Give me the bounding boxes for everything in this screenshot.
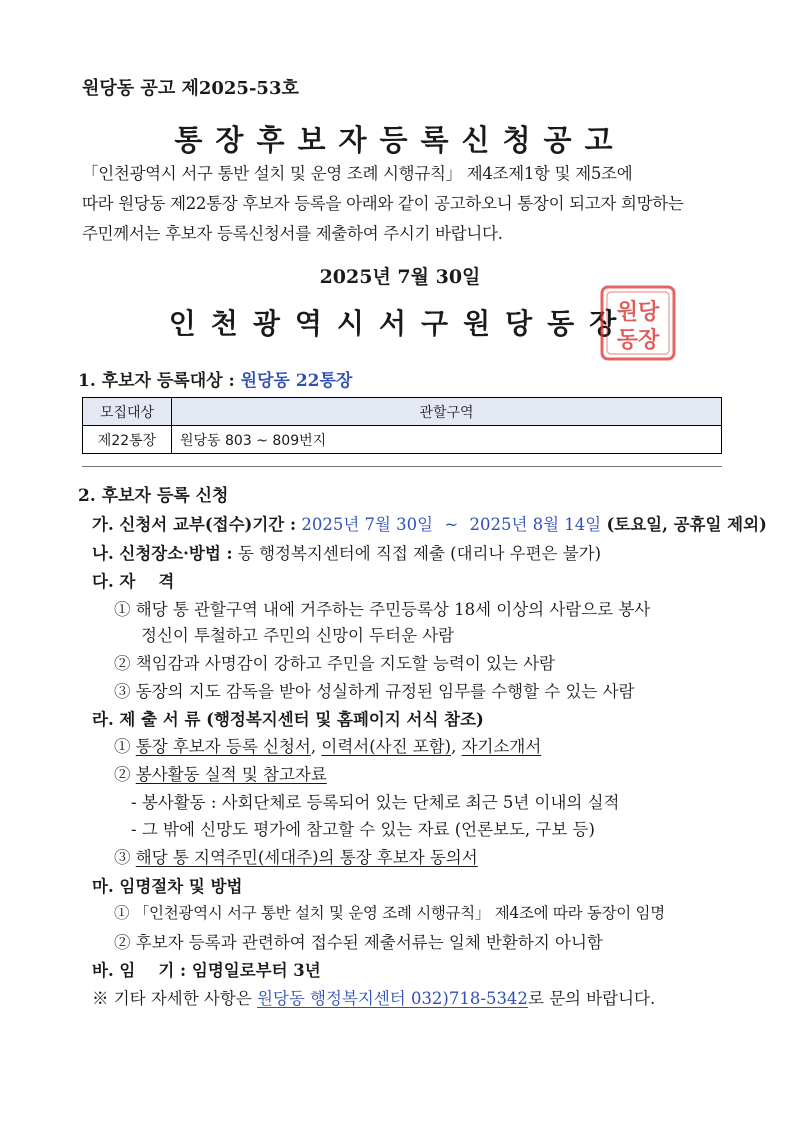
item-ba-text: 임명일로부터 3년 (191, 961, 321, 980)
item-ga (92, 511, 767, 535)
section-2-heading: 2. 후보자 등록 신청 (78, 486, 229, 506)
appointment-1 (114, 901, 665, 923)
appointment-1-text: 「인천광역시 서구 통반 설치 및 운영 조례 시행규칙」 제4조에 따라 동장이 임명 (133, 904, 665, 922)
doc-self-introduction: 자기소개서 (461, 737, 542, 756)
doc-application-form: 통장 후보자 등록 신청서 (135, 737, 311, 756)
qualification-2-num: ② (114, 654, 131, 673)
appointment-2-text: 후보자 등록과 관련하여 접수된 제출서류는 일체 반환하지 아니함 (135, 933, 603, 952)
item-da-label: 다. 자 격 (92, 572, 175, 591)
item-ma-label: 마. 임명절차 및 방법 (92, 877, 243, 896)
appointment-2 (114, 929, 603, 953)
table-cell-area: 원당동 803 ~ 809번지 (172, 426, 722, 454)
svg-text:동장: 동장 (616, 327, 660, 353)
doc-resident-consent: 해당 통 지역주민(세대주)의 통장 후보자 동의서 (135, 848, 478, 867)
doc-separator: , (451, 737, 457, 756)
table-cell-target: 제22통장 (83, 426, 172, 454)
doc-volunteer-record: 봉사활동 실적 및 참고자료 (135, 765, 327, 784)
item-ba (92, 957, 321, 981)
svg-text:원당: 원당 (616, 299, 660, 325)
qualification-1-cont: 정신이 투철하고 주민의 신망이 두터운 사람 (141, 626, 455, 645)
period-note: (토요일, 공휴일 제외) (606, 515, 767, 534)
required-doc-2-num: ② (114, 765, 131, 784)
item-na-label: 나. 신청장소·방법 : (92, 544, 233, 563)
qualification-1-text: 해당 통 관할구역 내에 거주하는 주민등록상 18세 이상의 사람으로 봉사 (135, 600, 651, 619)
contact-suffix: 로 문의 바랍니다. (527, 989, 656, 1008)
official-seal-stamp (598, 283, 678, 363)
contact-note (92, 985, 655, 1009)
qualification-1 (114, 596, 650, 620)
table-row (83, 426, 722, 454)
table-header-row (83, 398, 722, 426)
issuing-organization: 인천광역시서구원당동장 (168, 307, 632, 340)
item-na (92, 540, 601, 564)
item-ra-label: 라. 제 출 서 류 (행정복지센터 및 홈페이지 서식 참조) (92, 710, 484, 729)
qualification-3 (114, 678, 635, 702)
item-ba-label: 바. 임 기 : (92, 961, 187, 980)
intro-line-1: 「인천광역시 서구 통반 설치 및 운영 조례 시행규칙」 제4조제1항 및 제5조에 (82, 164, 633, 183)
qualification-3-num: ③ (114, 682, 131, 701)
doc-resume: 이력서(사진 포함) (321, 737, 452, 756)
contact-prefix: ※ 기타 자세한 사항은 (92, 989, 252, 1008)
doc-separator: , (310, 737, 317, 756)
required-doc-2 (114, 761, 327, 785)
qualification-2-text: 책임감과 사명감이 강하고 주민을 지도할 능력이 있는 사람 (135, 654, 555, 673)
qualification-1-num: ① (114, 600, 131, 619)
item-ga-label: 가. 신청서 교부(접수)기간 : (92, 515, 297, 534)
qualification-2 (114, 650, 555, 674)
item-na-text: 동 행정복지센터에 직접 제출 (대리나 우편은 불가) (237, 544, 602, 563)
required-doc-3-num: ③ (114, 848, 131, 867)
volunteer-detail: - 봉사활동 : 사회단체로 등록되어 있는 단체로 최근 5년 이내의 실적 (131, 793, 620, 812)
appointment-2-num: ② (114, 933, 131, 952)
period-start-date: 2025년 7월 30일 (301, 515, 434, 534)
qualification-3-text: 동장의 지도 감독을 받아 성실하게 규정된 임무를 수행할 수 있는 사람 (135, 682, 635, 701)
section-1-heading (78, 366, 352, 391)
period-end-date: 2025년 8월 14일 (469, 515, 602, 534)
section-1-label: 1. 후보자 등록대상 : (78, 371, 235, 391)
notice-date: 2025년 7월 30일 (319, 266, 481, 288)
contact-phone-link[interactable]: 원당동 행정복지센터 032)718-5342 (257, 989, 528, 1008)
section-1-target: 원당동 22통장 (240, 371, 353, 391)
required-doc-1 (114, 733, 541, 757)
intro-line-3: 주민께서는 후보자 등록신청서를 제출하여 주시기 바랍니다. (82, 224, 503, 243)
required-doc-1-num: ① (114, 737, 131, 756)
table-header-area: 관할구역 (172, 398, 722, 426)
required-doc-3 (114, 844, 478, 868)
reference-detail: - 그 밖에 신망도 평가에 참고할 수 있는 자료 (언론보도, 구보 등) (131, 820, 595, 839)
notice-number: 원당동 공고 제2025-53호 (82, 78, 299, 99)
intro-line-2: 따라 원당동 제22통장 후보자 등록을 아래와 같이 공고하오니 통장이 되고자 희망하는 (82, 194, 684, 213)
recruitment-table (82, 397, 722, 454)
appointment-1-num: ① (114, 904, 130, 922)
period-tilde: ~ (444, 515, 459, 534)
table-header-target: 모집대상 (83, 398, 172, 426)
section-divider (82, 466, 722, 467)
document-title: 통장후보자등록신청공고 (174, 123, 626, 157)
